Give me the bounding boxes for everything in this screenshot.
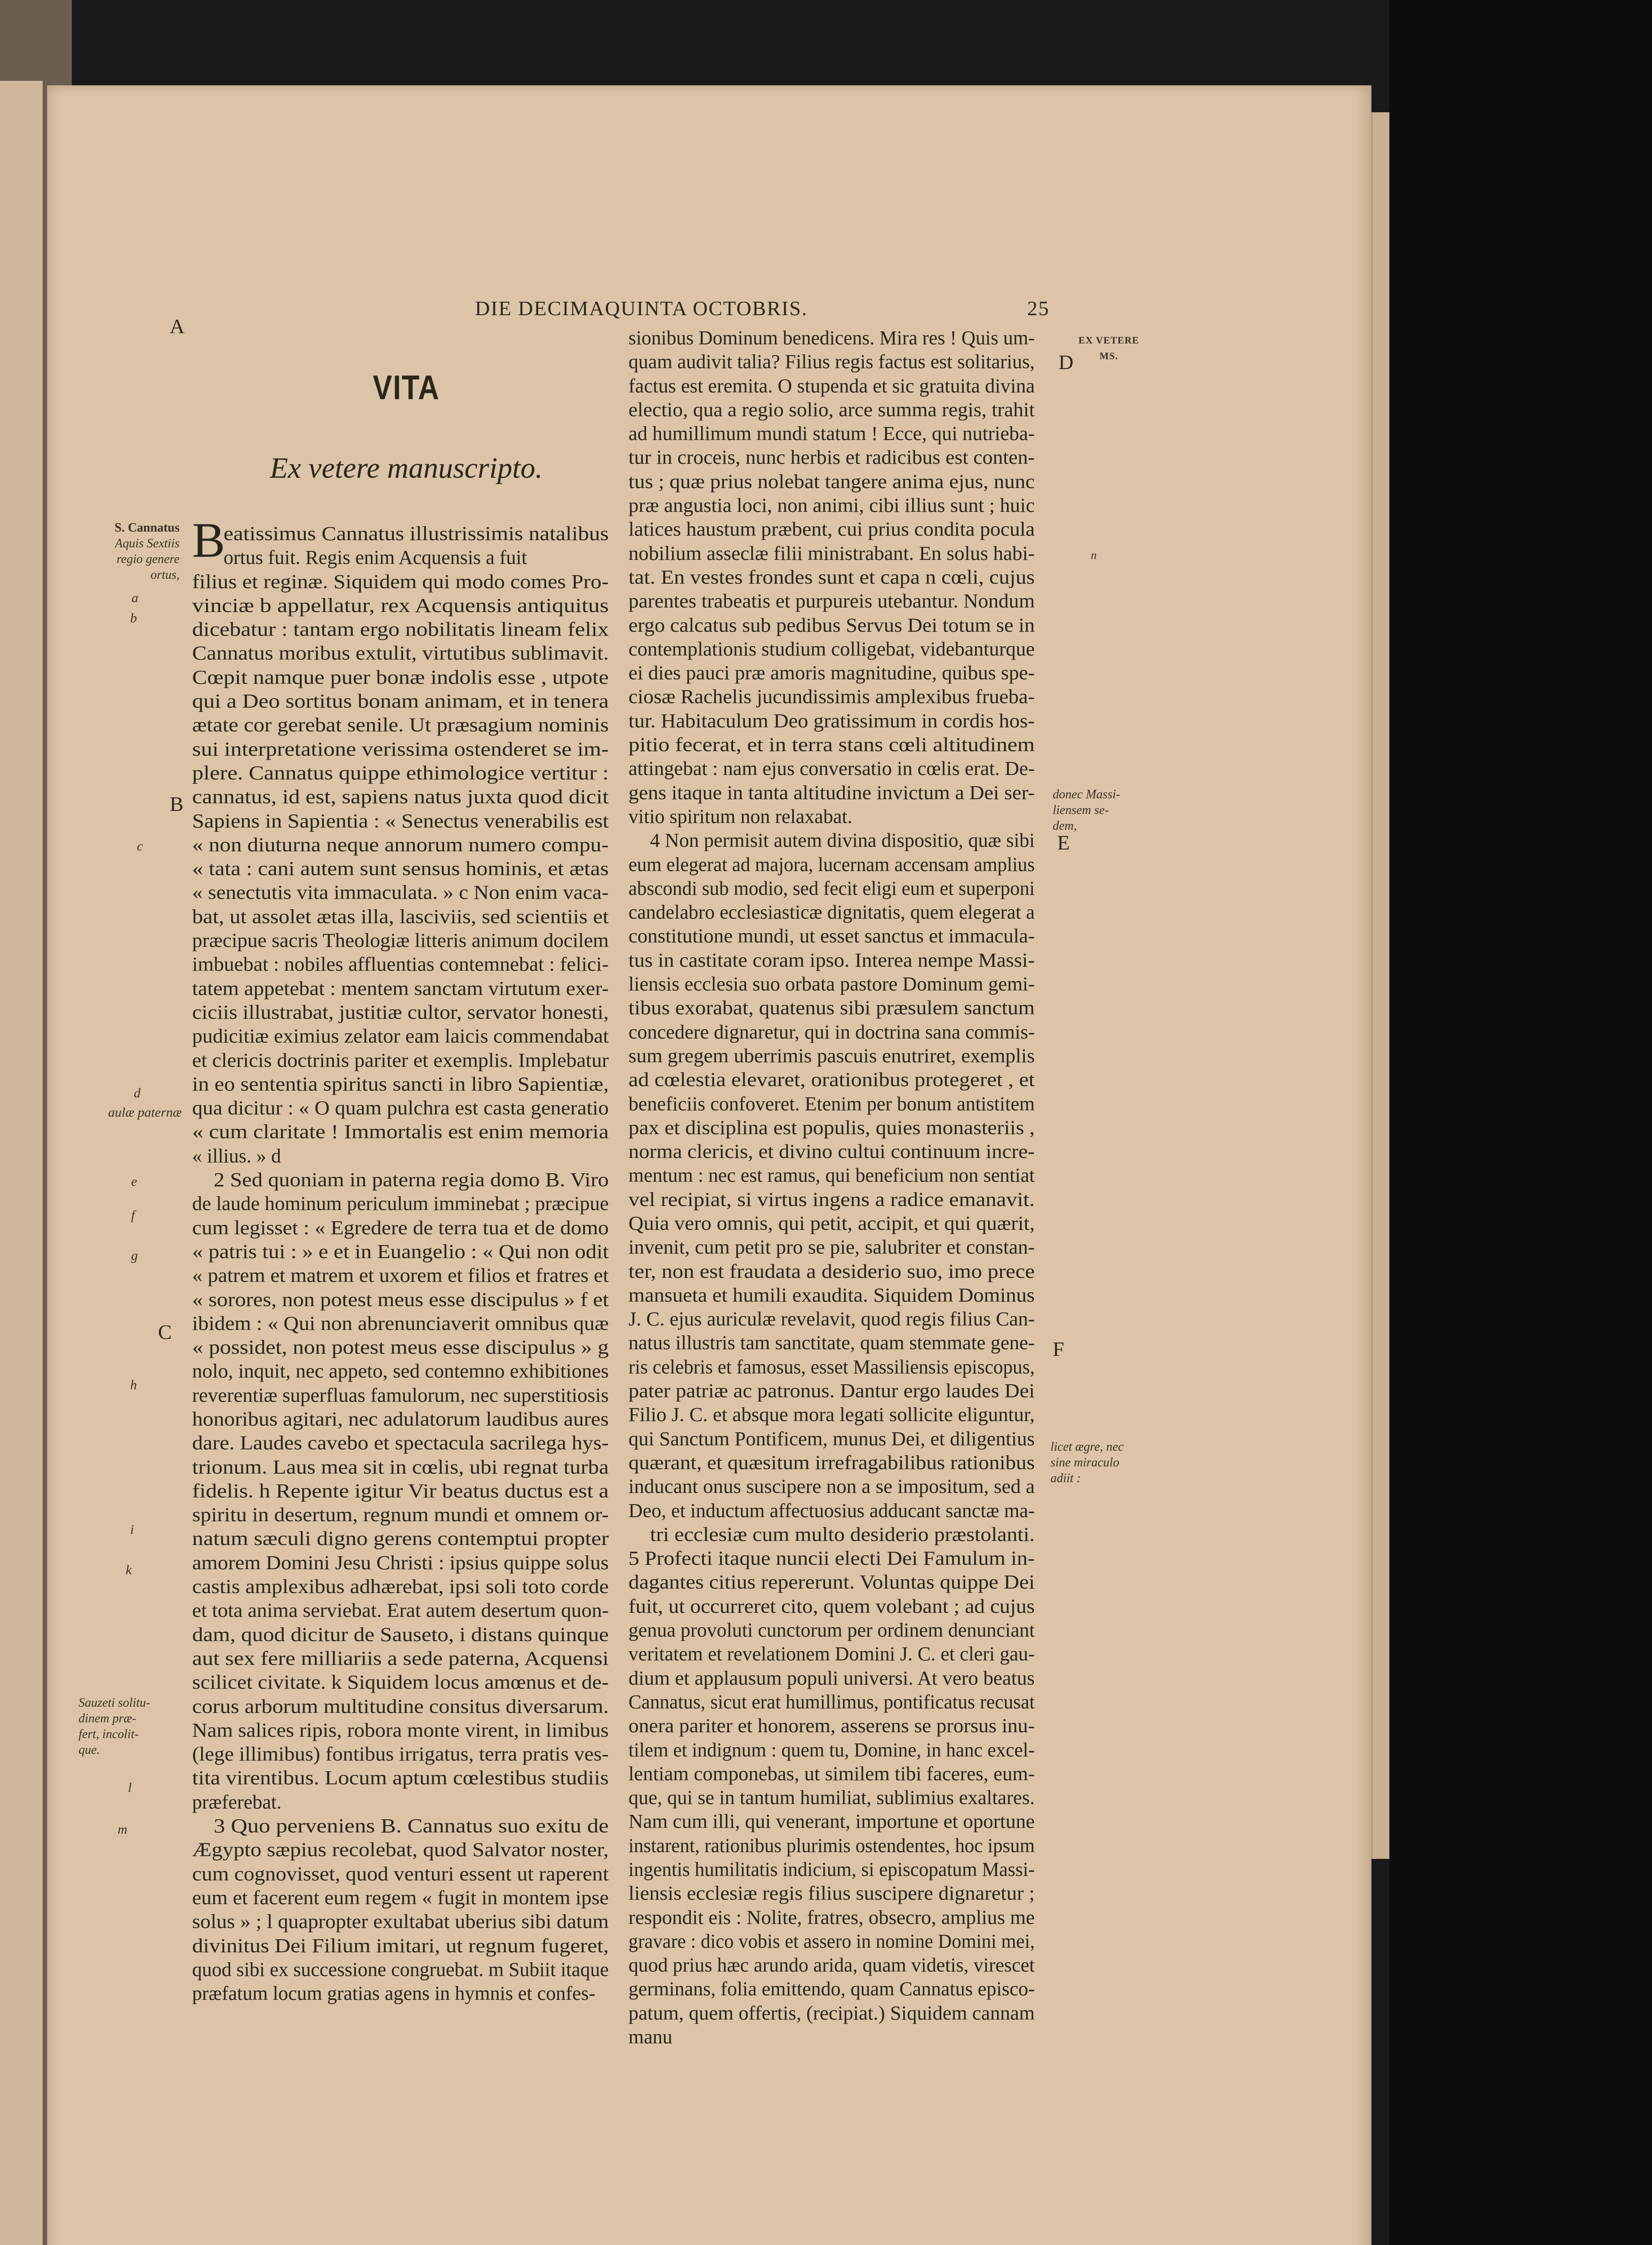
note-ref-h: h xyxy=(130,1378,137,1392)
text-line: veritatem et revelationem Domini J. C. et cleri gau- xyxy=(628,1643,1035,1665)
text-line: aut sex fere milliariis a sede paterna, Acquensi xyxy=(192,1647,609,1669)
text-line: « possidet, non potest meus esse discipulus » g xyxy=(192,1336,609,1359)
text-line: pudicitiæ eximius zelator eam laicis commendabat xyxy=(192,1025,609,1048)
drop-cap: B xyxy=(192,513,225,568)
text-line: tita virentibus. Locum aptum cœlestibus studiis xyxy=(192,1767,609,1789)
text-line: spiritu in desertum, regnum mundi et omnem or- xyxy=(192,1504,609,1526)
text-line: « non diuturna neque annorum numero compu- xyxy=(192,833,609,856)
page-title: VITA xyxy=(373,369,440,407)
text-line: constitutione mundi, ut esset sanctus et immacula- xyxy=(628,925,1035,947)
text-line: ei dies pauci præ amoris magnitudine, quibus spe- xyxy=(628,662,1035,684)
text-line: (lege illimibus) fontibus irrigatus, terra pratis ves- xyxy=(192,1743,609,1765)
text-line: eum elegerat ad majora, lucernam accensam amplius xyxy=(628,853,1035,876)
note-ref-n: n xyxy=(1091,549,1097,562)
text-line: invenit, cum petit pro se pie, salubriter et constan- xyxy=(628,1236,1035,1259)
text-line: latices haustum præbent, cui prius condita pocula xyxy=(628,518,1035,541)
note-ref-l: l xyxy=(128,1780,132,1795)
text-line: fidelis. h Repente igitur Vir beatus ductus est a xyxy=(192,1479,609,1502)
text-line: præ angustia loci, non animi, cibi illius sunt ; huic xyxy=(628,494,1035,517)
text-line: Quia vero omnis, qui petit, accipit, et qui quærit, xyxy=(628,1212,1035,1234)
text-line: J. C. ejus auriculæ revelavit, quod regis filius Can- xyxy=(628,1308,1035,1330)
section-mark-b: B xyxy=(170,792,184,815)
text-line: trionum. Laus mea sit in cœlis, ubi regnat turba xyxy=(192,1456,609,1478)
text-line: fuit, ut occurreret cito, quem volebant ; ad cujus xyxy=(628,1595,1035,1617)
text-line: ad humillimum mundi statum ! Ecce, qui nutrieba- xyxy=(628,423,1035,445)
text-line: mansueta et humili exaudita. Siquidem Dominus xyxy=(628,1284,1035,1306)
text-line: genua provoluti cunctorum per ordinem denunciant xyxy=(628,1619,1035,1642)
section-mark-f: F xyxy=(1053,1338,1064,1360)
text-line: ergo calcatus sub pedibus Servus Dei totum se in xyxy=(628,614,1035,636)
text-line: Deo, et inductum affectuosius adducant sanctæ ma- xyxy=(628,1499,1035,1522)
text-line: solus » ; l quapropter exultabat uberius sibi datum xyxy=(192,1910,609,1933)
text-line: dium et applausum populi universi. At vero beatus xyxy=(628,1667,1035,1689)
text-line: ætate cor gerebat senile. Ut præsagium nominis xyxy=(192,714,609,736)
text-line: filius et reginæ. Siquidem qui modo comes Pro- xyxy=(192,570,609,593)
page-stack-edge xyxy=(1371,112,1390,1859)
text-line: vitio spiritum non relaxabat. xyxy=(628,805,852,828)
text-line: manu xyxy=(628,2026,672,2048)
text-line: norma clericis, et divino cultui continuum incre- xyxy=(628,1140,1035,1163)
text-line: Ægypto sæpius recolebat, quod Salvator noster, xyxy=(192,1839,609,1861)
text-line: et clericis doctrinis pariter et exemplis. Implebatur xyxy=(192,1049,609,1071)
margin-note-ex-vetere: EX VETERE MS. xyxy=(1078,335,1139,361)
text-line: attingebat : nam ejus conversatio in cœlis erat. De- xyxy=(628,757,1035,780)
text-line: Sapiens in Sapientia : « Senectus venerabilis est xyxy=(192,810,609,832)
text-line: nolo, inquit, nec appeto, sed contemno exhibitiones xyxy=(192,1360,609,1382)
text-line: inducant onus suscipere non a se impositum, sed a xyxy=(628,1475,1035,1498)
text-line: ibidem : « Qui non abrenunciaverit omnibus quæ xyxy=(192,1312,609,1334)
text-line: Nam cum illi, qui venerant, importune et oportune xyxy=(628,1810,1035,1833)
text-line: 3 Quo perveniens B. Cannatus suo exitu de xyxy=(214,1815,609,1837)
note-ref-i: i xyxy=(130,1522,134,1537)
text-line: sionibus Dominum benedicens. Mira res ! Quis um- xyxy=(628,327,1035,349)
text-line: ciosæ Rachelis jucundissimis amplexibus frueba- xyxy=(628,686,1035,708)
text-line: qui Sanctum Pontificem, munus Dei, et diligentius xyxy=(628,1427,1035,1450)
text-line: liensis ecclesiæ regis filius suscipere dignaretur ; xyxy=(628,1882,1035,1905)
text-line: « tata : cani autem sunt sensus hominis, et ætas xyxy=(192,858,609,880)
note-ref-m: m xyxy=(118,1822,127,1837)
text-line: vel recipiat, si virtus ingens a radice emanavit. xyxy=(628,1188,1035,1211)
note-ref-f: f xyxy=(131,1208,135,1223)
margin-note-aulae: aulæ paternæ xyxy=(108,1105,182,1120)
text-line: 2 Sed quoniam in paterna regia domo B. Viro xyxy=(214,1169,609,1191)
text-line: concedere dignaretur, qui in doctrina sana commis- xyxy=(628,1021,1035,1043)
text-line: Filio J. C. et absque mora legati sollicite eliguntur, xyxy=(628,1404,1035,1426)
text-line: quam audivit talia? Filius regis factus est solitarius, xyxy=(628,351,1035,373)
note-ref-k: k xyxy=(126,1563,132,1577)
text-line: scilicet civitate. k Siquidem locus amœnus et de- xyxy=(192,1671,609,1694)
text-line: electio, qua a regio solio, arce summa regis, trahit xyxy=(628,398,1035,421)
text-line: natum sæculi digno gerens contemptui propter xyxy=(192,1527,609,1550)
text-line: qui a Deo sortitus bonam animam, et in tenera xyxy=(192,690,609,713)
text-line: pitio fecerat, et in terra stans cœli altitudinem xyxy=(628,734,1035,756)
page-number: 25 xyxy=(1027,297,1050,320)
text-line: tur. Habitaculum Deo gratissimum in cordis hos- xyxy=(628,709,1035,732)
text-line: eum et facerent eum regem « fugit in montem ipse xyxy=(192,1886,609,1909)
text-line: ter, non est fraudata a desiderio suo, imo prece xyxy=(628,1260,1035,1282)
text-line: præferebat. xyxy=(192,1791,282,1813)
text-line: ad cœlestia elevaret, orationibus protegeret , et xyxy=(628,1069,1035,1091)
text-line: de laude hominum periculum imminebat ; præcipue xyxy=(192,1193,609,1215)
text-line: præcipue sacris Theologiæ litteris animum docilem xyxy=(192,929,609,952)
text-line: beneficiis confoveret. Etenim per bonum antistitem xyxy=(628,1092,1035,1115)
text-line: quod sibi ex successione congruebat. m Subiit itaque xyxy=(192,1958,609,1981)
text-line: dicebatur : tantam ergo nobilitatis lineam felix xyxy=(192,618,609,641)
text-line: bat, ut assolet ætas illa, lasciviis, sed scientiis et xyxy=(192,905,609,928)
text-line: lentiam componebas, ut similem tibi faceres, eum- xyxy=(628,1762,1035,1785)
text-line: respondit eis : Nolite, fratres, obsecro, amplius me xyxy=(628,1906,1035,1928)
text-line: candelabro ecclesiasticæ dignitatis, quem elegerat a xyxy=(628,901,1035,924)
text-line: ortus fuit. Regis enim Acquensis a fuit xyxy=(224,546,527,569)
text-line: abscondi sub modio, sed fecit eligi eum et superponi xyxy=(628,877,1035,899)
dark-background xyxy=(1389,0,1652,2245)
text-line: dam, quod dicitur de Sauseto, i distans quinque xyxy=(192,1623,609,1646)
note-ref-c: c xyxy=(137,839,143,854)
text-line: « cum claritate ! Immortalis est enim memoria xyxy=(192,1121,609,1143)
text-line: natus illustris tam sanctitate, quam stemmate gene- xyxy=(628,1332,1035,1354)
text-line: cum legisset : « Egredere de terra tua et de domo xyxy=(192,1216,609,1239)
adjacent-page-edge xyxy=(0,81,43,2245)
text-line: que, qui se in tantum humiliat, sublimius exaltares. xyxy=(628,1787,1035,1809)
text-line: corus arborum multitudine consitus diversarum. xyxy=(192,1695,609,1717)
text-line: Nam salices ripis, robora monte virent, in limibus xyxy=(192,1719,609,1741)
text-line: in eo sententia spiritus sancti in libro Sapientiæ, xyxy=(192,1073,609,1095)
note-ref-e: e xyxy=(131,1174,137,1189)
text-line: tibus exorabat, quatenus sibi præsulem sanctum xyxy=(628,997,1035,1019)
text-line: qua dicitur : « O quam pulchra est casta generatio xyxy=(192,1097,609,1119)
note-ref-a: a xyxy=(132,590,138,605)
text-line: cum cognovisset, quod venturi essent ut raperent xyxy=(192,1862,609,1885)
text-line: eatissimus Cannatus illustrissimis natalibus xyxy=(224,523,609,545)
margin-note-sauzeti: Sauzeti solitu- dinem præ- fert, incolit- que. xyxy=(79,1696,150,1757)
text-line: ingentis humilitatis indicium, si episcopatum Massi- xyxy=(628,1858,1035,1880)
text-line: tus ; quæ prius nolebat tangere anima ejus, nunc xyxy=(628,470,1035,493)
text-line: « sorores, non potest meus esse discipulus » f et xyxy=(192,1288,609,1311)
text-line: parentes trabeatis et purpureis utebantur. Nondum xyxy=(628,590,1035,612)
text-line: imbuebat : nobiles affluentias contemnebat : felici- xyxy=(192,953,609,976)
text-line: honoribus agitari, nec adulatorum laudibus aures xyxy=(192,1408,609,1430)
text-line: reverentiæ superfluas famulorum, nec superstitiosis xyxy=(192,1384,609,1406)
text-line: quærant, et quæsitum irrefragabilibus rationibus xyxy=(628,1451,1035,1474)
text-line: Cannatus, sicut erat humillimus, pontificatus recusat xyxy=(628,1690,1035,1713)
text-line: tilem et indignum : quem tu, Domine, in hanc excel- xyxy=(628,1739,1035,1761)
text-line: patum, quem offertis, (recipiat.) Siquidem cannam xyxy=(628,2002,1035,2024)
text-line: tat. En vestes frondes sunt et capa n cœli, cujus xyxy=(628,566,1035,588)
text-line: nobilium asseclæ filii ministrabant. En solus habi- xyxy=(628,542,1035,564)
text-line: contemplationis studium colligebat, videbanturque xyxy=(628,638,1035,660)
text-line: instarent, rationibus plurimis ostendentes, hoc ipsum xyxy=(628,1834,1035,1857)
text-line: divinitus Dei Filium imitari, ut regnum fugeret, xyxy=(192,1934,609,1957)
text-line: et tota anima serviebat. Erat autem desertum quon- xyxy=(192,1599,609,1622)
text-column-left xyxy=(192,522,609,2005)
text-line: factus est eremita. O stupenda et sic gratuita divina xyxy=(628,374,1035,397)
text-line: liensis ecclesia suo orbata pastore Dominum gemi- xyxy=(628,973,1035,995)
margin-note-cannatus: S. Cannatus Aquis Sextiis regio genere ortus, xyxy=(114,521,180,582)
note-ref-b: b xyxy=(130,611,137,625)
text-line: dare. Laudes cavebo et spectacula sacrilega hys- xyxy=(192,1432,609,1454)
text-line: præfatum locum gratias agens in hymnis et confes- xyxy=(192,1982,596,2005)
text-line: sui interpretatione verissima ostenderet se im- xyxy=(192,738,609,760)
text-line: quod prius hæc arundo arida, quam videtis, virescet xyxy=(628,1954,1035,1976)
text-line: Cannatus moribus extulit, virtutibus sublimavit. xyxy=(192,642,609,665)
text-line: Cœpit namque puer bonæ indolis esse , utpote xyxy=(192,666,609,688)
text-line: tri ecclesiæ cum multo desiderio præstolanti. xyxy=(650,1523,1035,1545)
text-line: vinciæ b appellatur, rex Acquensis antiquitus xyxy=(192,594,609,616)
text-line: gravare : dico vobis et assero in nomine Domini mei, xyxy=(628,1930,1035,1952)
text-line: dagantes citius repererunt. Voluntas quippe Dei xyxy=(628,1571,1035,1594)
text-line: sum gregem uberrimis pascuis enutriret, exemplis xyxy=(628,1044,1035,1067)
text-line: gens itaque in tanta altitudine invictum a Dei ser- xyxy=(628,781,1035,804)
text-line: ciciis illustrabat, justitiæ cultor, servator honesti, xyxy=(192,1001,609,1023)
section-mark-c: C xyxy=(158,1321,172,1343)
text-line: tus in castitate coram ipso. Interea nempe Massi- xyxy=(628,949,1035,971)
text-line: tur in croceis, nunc herbis et radicibus est conten- xyxy=(628,446,1035,469)
text-line: « patris tui : » e et in Euangelio : « Qui non odit xyxy=(192,1240,609,1263)
text-line: « patrem et matrem et uxorem et filios et fratres et xyxy=(192,1264,609,1287)
text-line: cannatus, id est, sapiens natus juxta quod dicit xyxy=(192,786,609,808)
text-column-right xyxy=(628,326,1035,2049)
text-line: pater patriæ ac patronus. Dantur ergo laudes Dei xyxy=(628,1380,1035,1402)
text-line: ris celebris et famosus, esset Massiliensis episcopus, xyxy=(628,1356,1035,1378)
note-ref-g: g xyxy=(131,1248,138,1263)
text-line: pax et disciplina est populis, quies monasteriis , xyxy=(628,1116,1035,1139)
text-line: « illius. » d xyxy=(192,1145,281,1167)
text-line: 5 Profecti itaque nuncii electi Dei Famulum in- xyxy=(628,1547,1035,1570)
page-subtitle: Ex vetere manuscripto. xyxy=(270,452,543,484)
text-line: germinans, folia emittendo, quam Cannatus episco- xyxy=(628,1978,1035,2000)
text-line: mentum : nec est ramus, qui beneficium non sentiat xyxy=(628,1164,1035,1187)
text-line: castis amplexibus adhærebat, ipsi soli toto corde xyxy=(192,1576,609,1598)
text-line: amorem Domini Jesu Christi : ipsius quippe solus xyxy=(192,1551,609,1574)
text-line: « senectutis vita immaculata. » c Non enim vaca- xyxy=(192,881,609,904)
text-line: plere. Cannatus quippe ethimologice vertitur : xyxy=(192,762,609,784)
text-line: tatem appetebat : mentem sanctam virtutum exer- xyxy=(192,977,609,999)
margin-note-licet: licet ægre, nec sine miraculo adiit : xyxy=(1050,1440,1124,1485)
text-line: 4 Non permisit autem divina dispositio, quæ sibi xyxy=(650,829,1035,852)
section-mark-d: D xyxy=(1059,351,1074,374)
note-ref-d: d xyxy=(134,1086,141,1100)
section-mark-a: A xyxy=(170,315,185,338)
text-line: onera pariter et honorem, asserens se prorsus inu- xyxy=(628,1715,1035,1737)
margin-note-donec: donec Massi- liensem se- dem, xyxy=(1053,788,1120,833)
running-title: DIE DECIMAQUINTA OCTOBRIS. xyxy=(475,297,808,320)
section-mark-e: E xyxy=(1057,831,1070,854)
